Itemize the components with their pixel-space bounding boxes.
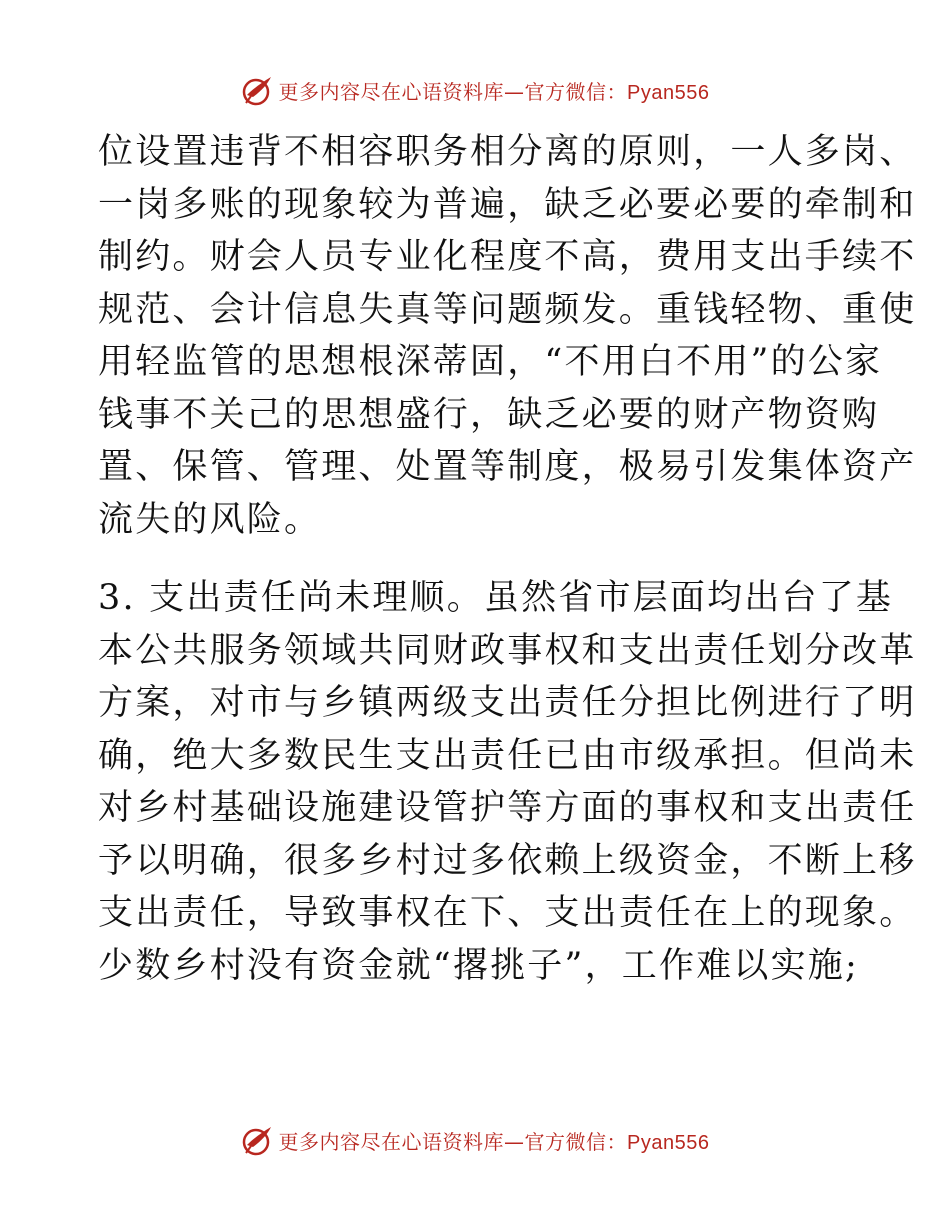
footer-wechat-label: 官方微信： [524,1129,628,1154]
text-line: 予以明确，很多乡村过多依赖上级资金，不断上移 [98,840,917,881]
text-line: 少数乡村没有资金就“撂挑子”，工作难以实施; [98,945,859,986]
paragraph-gap [98,546,858,572]
text-line: 对乡村基础设施建设管护等方面的事权和支出责任 [98,788,917,828]
header-wechat-label: 官方微信： [524,79,628,104]
text-line: 流失的风险。 [98,499,322,540]
text-line: 用轻监管的思想根深蒂固，“不用白不用”的公家 [98,342,883,382]
text-line: 方案，对市与乡镇两级支出责任分担比例进行了明 [98,683,917,723]
text-line: 置、保管、管理、处置等制度，极易引发集体资产 [98,447,917,487]
text-line: 支出责任，导致事权在下、支出责任在上的现象。 [98,893,917,933]
footer-wechat-id: Pyan556 [627,1131,710,1154]
text-line: 规范、会计信息失真等问题频发。重钱轻物、重使 [98,289,917,330]
text-line: 位设置违背不相容职务相分离的原则，一人多岗、 [98,132,917,172]
footer-slogan: 更多内容尽在心语资料库— [278,1129,525,1154]
text-line: 本公共服务领域共同财政事权和支出责任划分改革 [98,630,917,671]
text-line: 钱事不关己的思想盛行，缺乏必要的财产物资购 [98,394,880,435]
quill-logo-icon [241,73,275,107]
text-line: 制约。财会人员专业化程度不高，费用支出手续不 [98,237,917,277]
text-line: 3. 支出责任尚未理顺。虽然省市层面均出台了基 [98,578,894,618]
footer-banner [0,1120,950,1160]
text-line: 确，绝大多数民生支出责任已由市级承担。但尚未 [98,735,917,776]
header-banner [0,70,950,110]
quill-logo-icon [241,1123,275,1157]
document-body [98,126,917,992]
header-slogan: 更多内容尽在心语资料库— [278,79,525,104]
text-line: 一岗多账的现象较为普遍，缺乏必要必要的牵制和 [98,184,917,225]
header-text [279,76,710,105]
header-wechat-id: Pyan556 [627,81,710,104]
footer-text [279,1126,710,1155]
